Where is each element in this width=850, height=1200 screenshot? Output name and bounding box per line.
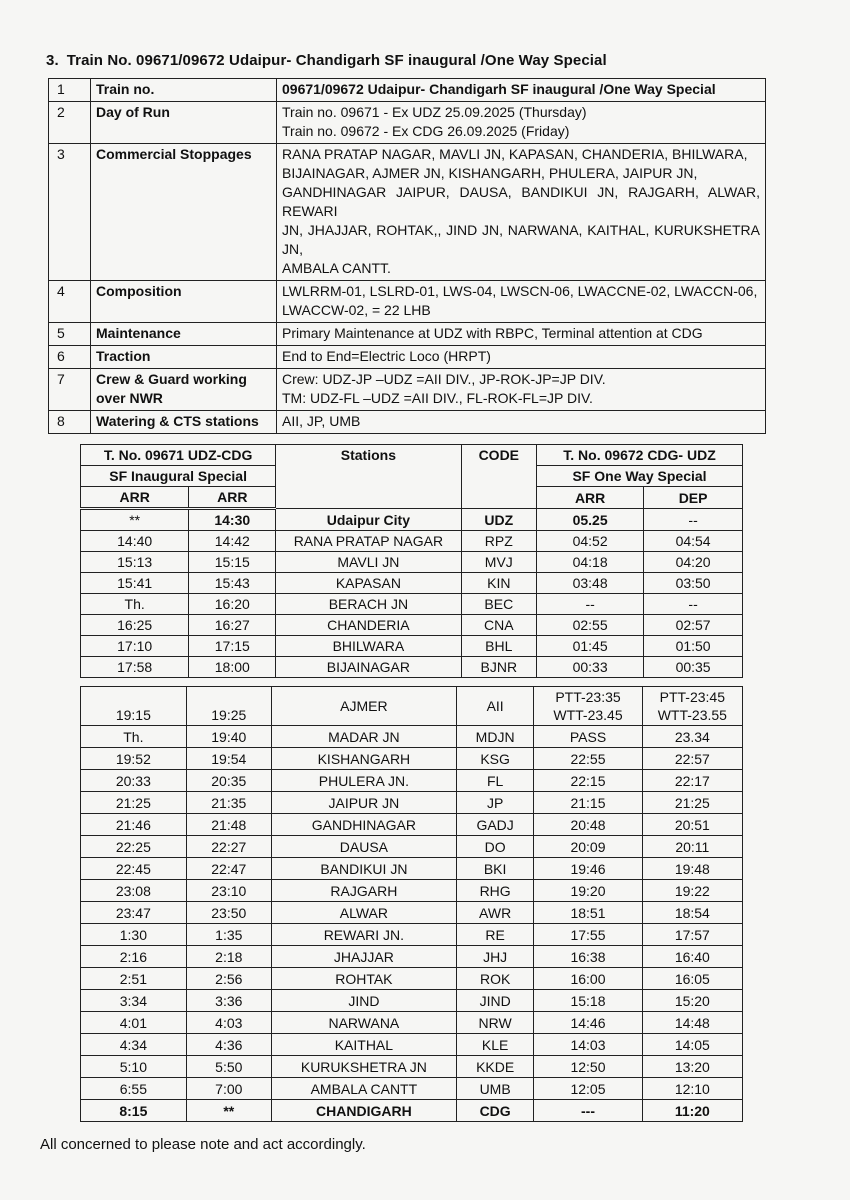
up-arr-cell: 12:50 xyxy=(534,1056,642,1078)
up-arr-cell: 16:00 xyxy=(534,968,642,990)
station-cell: ALWAR xyxy=(271,902,456,924)
down-dep-cell: 22:27 xyxy=(186,836,271,858)
info-row-number: 8 xyxy=(49,411,91,434)
info-row-attribute: Day of Run xyxy=(91,102,277,144)
station-cell: CHANDERIA xyxy=(276,615,461,636)
up-dep-cell: 11:20 xyxy=(642,1100,742,1122)
info-row-attribute: Traction xyxy=(91,346,277,369)
timetable-row xyxy=(81,946,743,968)
code-cell: KSG xyxy=(456,748,533,770)
code-cell: BKI xyxy=(456,858,533,880)
info-row-number: 2 xyxy=(49,102,91,144)
up-dep-cell: 01:50 xyxy=(644,636,743,657)
down-train-subheader: SF Inaugural Special xyxy=(81,466,276,487)
info-value-line: Primary Maintenance at UDZ with RBPC, Terminal attention at CDG xyxy=(282,325,703,341)
up-train-header: T. No. 09672 CDG- UDZ xyxy=(537,445,743,466)
down-dep-cell: ** xyxy=(186,1100,271,1122)
info-row-attribute: Composition xyxy=(91,281,277,323)
timetable-row xyxy=(81,770,743,792)
timetable-row xyxy=(81,636,743,657)
code-cell: RE xyxy=(456,924,533,946)
up-arr-cell: 05.25 xyxy=(537,509,644,531)
info-row xyxy=(49,281,766,323)
down-arr-cell: 19:52 xyxy=(81,748,187,770)
down-arr-cell: 4:34 xyxy=(81,1034,187,1056)
code-cell: MVJ xyxy=(461,552,537,573)
code-cell: CDG xyxy=(456,1100,533,1122)
up-arr-cell: 22:15 xyxy=(534,770,642,792)
code-cell: UDZ xyxy=(461,509,537,531)
info-value-line: AII, JP, UMB xyxy=(282,413,361,429)
up-dep-cell: 00:35 xyxy=(644,657,743,678)
timetable-row xyxy=(81,687,743,726)
info-row-value xyxy=(277,411,766,434)
up-arr-cell: 17:55 xyxy=(534,924,642,946)
code-cell: RHG xyxy=(456,880,533,902)
station-cell: CHANDIGARH xyxy=(271,1100,456,1122)
down-dep-cell: 1:35 xyxy=(186,924,271,946)
down-dep-cell: 22:47 xyxy=(186,858,271,880)
up-dep-cell: 14:48 xyxy=(642,1012,742,1034)
down-arr-cell: 2:16 xyxy=(81,946,187,968)
down-dep-cell: 14:42 xyxy=(189,531,276,552)
down-arr-cell: 21:25 xyxy=(81,792,187,814)
up-arr-cell: 12:05 xyxy=(534,1078,642,1100)
code-cell: GADJ xyxy=(456,814,533,836)
info-row-attribute: Watering & CTS stations xyxy=(91,411,277,434)
up-dep-cell: -- xyxy=(644,509,743,531)
down-dep-cell: 2:18 xyxy=(186,946,271,968)
info-row-number: 7 xyxy=(49,369,91,411)
down-dep-cell: 17:15 xyxy=(189,636,276,657)
down-arr-cell: 23:08 xyxy=(81,880,187,902)
station-cell: PHULERA JN. xyxy=(271,770,456,792)
down-dep-cell: 15:43 xyxy=(189,573,276,594)
timetable-row xyxy=(81,1012,743,1034)
section-number: 3. xyxy=(46,52,59,69)
station-cell: JHAJJAR xyxy=(271,946,456,968)
info-row-number: 3 xyxy=(49,144,91,281)
station-cell: Udaipur City xyxy=(276,509,461,531)
up-arr-cell: 04:52 xyxy=(537,531,644,552)
down-arr-cell: 1:30 xyxy=(81,924,187,946)
station-cell: RANA PRATAP NAGAR xyxy=(276,531,461,552)
station-cell: AMBALA CANTT xyxy=(271,1078,456,1100)
down-dep-cell: 21:35 xyxy=(186,792,271,814)
up-arr-cell: PTT-23:35 WTT-23.45 xyxy=(534,687,642,726)
up-dep-cell: 22:57 xyxy=(642,748,742,770)
down-arr-cell: 3:34 xyxy=(81,990,187,1012)
train-info-table xyxy=(48,78,766,434)
down-train-header: T. No. 09671 UDZ-CDG xyxy=(81,445,276,466)
timetable-row xyxy=(81,573,743,594)
down-dep-cell: 23:10 xyxy=(186,880,271,902)
timetable-row xyxy=(81,726,743,748)
down-dep-cell: 4:36 xyxy=(186,1034,271,1056)
up-arr-cell: 16:38 xyxy=(534,946,642,968)
up-dep-cell: 03:50 xyxy=(644,573,743,594)
up-dep-cell: 19:22 xyxy=(642,880,742,902)
station-cell: BANDIKUI JN xyxy=(271,858,456,880)
info-row-attribute: Maintenance xyxy=(91,323,277,346)
up-arr-cell: 21:15 xyxy=(534,792,642,814)
info-row-attribute: Commercial Stoppages xyxy=(91,144,277,281)
down-dep-cell: 23:50 xyxy=(186,902,271,924)
timetable-row xyxy=(81,657,743,678)
station-cell: BERACH JN xyxy=(276,594,461,615)
info-value-line: Crew: UDZ-JP –UDZ =AII DIV., JP-ROK-JP=JP DIV. xyxy=(282,371,606,387)
up-dep-cell: 21:25 xyxy=(642,792,742,814)
info-row-number: 5 xyxy=(49,323,91,346)
info-row-number: 1 xyxy=(49,79,91,102)
station-cell: REWARI JN. xyxy=(271,924,456,946)
info-row xyxy=(49,102,766,144)
up-arr-cell: 04:18 xyxy=(537,552,644,573)
down-arr-cell: 14:40 xyxy=(81,531,189,552)
info-row-value xyxy=(277,144,766,281)
code-cell: BEC xyxy=(461,594,537,615)
info-row-number: 4 xyxy=(49,281,91,323)
info-value-line: Train no. 09672 - Ex CDG 26.09.2025 (Friday) xyxy=(282,123,570,139)
up-arr-cell: 19:46 xyxy=(534,858,642,880)
up-dep-cell: -- xyxy=(644,594,743,615)
down-arr-cell: 15:41 xyxy=(81,573,189,594)
col-up-arr: ARR xyxy=(537,487,644,509)
down-dep-cell: 14:30 xyxy=(189,509,276,531)
down-arr-cell: 23:47 xyxy=(81,902,187,924)
timetable-row xyxy=(81,792,743,814)
station-cell: ROHTAK xyxy=(271,968,456,990)
up-arr-cell: 22:55 xyxy=(534,748,642,770)
up-dep-cell: 12:10 xyxy=(642,1078,742,1100)
down-dep-cell: 19:25 xyxy=(186,687,271,726)
station-cell: GANDHINAGAR xyxy=(271,814,456,836)
up-arr-cell: 15:18 xyxy=(534,990,642,1012)
code-cell: BHL xyxy=(461,636,537,657)
station-cell: DAUSA xyxy=(271,836,456,858)
timetable-row xyxy=(81,594,743,615)
timetable-row xyxy=(81,924,743,946)
down-dep-cell: 19:54 xyxy=(186,748,271,770)
info-row-value xyxy=(277,323,766,346)
station-cell: JAIPUR JN xyxy=(271,792,456,814)
code-cell: KKDE xyxy=(456,1056,533,1078)
station-cell: JIND xyxy=(271,990,456,1012)
up-arr-cell: 18:51 xyxy=(534,902,642,924)
info-value-line: BIJAINAGAR, AJMER JN, KISHANGARH, PHULERA, JAIPUR JN, xyxy=(282,165,698,181)
up-dep-cell: 23.34 xyxy=(642,726,742,748)
down-arr-cell: 4:01 xyxy=(81,1012,187,1034)
station-cell: BHILWARA xyxy=(276,636,461,657)
up-arr-cell: 03:48 xyxy=(537,573,644,594)
info-row xyxy=(49,79,766,102)
timetable-row xyxy=(81,1100,743,1122)
station-cell: KAITHAL xyxy=(271,1034,456,1056)
down-dep-cell: 15:15 xyxy=(189,552,276,573)
timetable-row xyxy=(81,902,743,924)
code-cell: FL xyxy=(456,770,533,792)
down-arr-cell: Th. xyxy=(81,594,189,615)
code-cell: BJNR xyxy=(461,657,537,678)
up-arr-cell: 20:09 xyxy=(534,836,642,858)
info-row xyxy=(49,369,766,411)
station-cell: BIJAINAGAR xyxy=(276,657,461,678)
up-dep-cell: PTT-23:45 WTT-23.55 xyxy=(642,687,742,726)
up-dep-cell: 20:11 xyxy=(642,836,742,858)
code-cell: AII xyxy=(456,687,533,726)
code-header: CODE xyxy=(461,445,537,509)
down-arr-cell: 16:25 xyxy=(81,615,189,636)
info-value-line: Train no. 09671 - Ex UDZ 25.09.2025 (Thursday) xyxy=(282,104,587,120)
down-dep-cell: 21:48 xyxy=(186,814,271,836)
info-value-line: GANDHINAGAR JAIPUR, DAUSA, BANDIKUI JN, RAJGARH, ALWAR, REWARI xyxy=(282,184,760,219)
station-cell: RAJGARH xyxy=(271,880,456,902)
down-arr-cell: 5:10 xyxy=(81,1056,187,1078)
info-row-number: 6 xyxy=(49,346,91,369)
section-heading xyxy=(46,52,607,69)
timetable-row xyxy=(81,531,743,552)
timetable-row xyxy=(81,748,743,770)
col-down-arr: ARR xyxy=(81,487,189,509)
code-cell: CNA xyxy=(461,615,537,636)
info-value-line: TM: UDZ-FL –UDZ =AII DIV., FL-ROK-FL=JP DIV. xyxy=(282,390,593,406)
timetable-row xyxy=(81,968,743,990)
up-dep-cell: 22:17 xyxy=(642,770,742,792)
down-dep-cell: 2:56 xyxy=(186,968,271,990)
info-row-attribute: Train no. xyxy=(91,79,277,102)
up-arr-cell: 01:45 xyxy=(537,636,644,657)
station-cell: NARWANA xyxy=(271,1012,456,1034)
up-arr-cell: 19:20 xyxy=(534,880,642,902)
info-value-line: 09671/09672 Udaipur- Chandigarh SF inaugural /One Way Special xyxy=(282,81,716,97)
up-arr-cell: PASS xyxy=(534,726,642,748)
up-arr-cell: 14:46 xyxy=(534,1012,642,1034)
down-dep-cell: 16:20 xyxy=(189,594,276,615)
timetable-row xyxy=(81,990,743,1012)
timetable-upper xyxy=(80,444,743,678)
station-cell: MAVLI JN xyxy=(276,552,461,573)
station-cell: AJMER xyxy=(271,687,456,726)
col-down-dep: ARR xyxy=(189,487,276,509)
timetable-row xyxy=(81,836,743,858)
down-arr-cell: 8:15 xyxy=(81,1100,187,1122)
station-cell: KAPASAN xyxy=(276,573,461,594)
timetable-header-row xyxy=(81,445,743,466)
code-cell: KIN xyxy=(461,573,537,594)
down-arr-cell: ** xyxy=(81,509,189,531)
timetable-row xyxy=(81,552,743,573)
info-value-line: RANA PRATAP NAGAR, MAVLI JN, KAPASAN, CHANDERIA, BHILWARA, xyxy=(282,146,748,162)
up-dep-cell: 04:20 xyxy=(644,552,743,573)
info-row-value xyxy=(277,369,766,411)
up-arr-cell: 14:03 xyxy=(534,1034,642,1056)
timetable-row xyxy=(81,1034,743,1056)
info-row xyxy=(49,411,766,434)
up-arr-cell: 20:48 xyxy=(534,814,642,836)
down-arr-cell: Th. xyxy=(81,726,187,748)
down-dep-cell: 19:40 xyxy=(186,726,271,748)
code-cell: ROK xyxy=(456,968,533,990)
up-arr-cell: 00:33 xyxy=(537,657,644,678)
up-dep-cell: 16:05 xyxy=(642,968,742,990)
down-dep-cell: 18:00 xyxy=(189,657,276,678)
code-cell: NRW xyxy=(456,1012,533,1034)
up-dep-cell: 13:20 xyxy=(642,1056,742,1078)
timetable-row xyxy=(81,880,743,902)
up-dep-cell: 20:51 xyxy=(642,814,742,836)
up-dep-cell: 14:05 xyxy=(642,1034,742,1056)
code-cell: MDJN xyxy=(456,726,533,748)
info-row xyxy=(49,346,766,369)
up-dep-cell: 16:40 xyxy=(642,946,742,968)
code-cell: JP xyxy=(456,792,533,814)
up-train-subheader: SF One Way Special xyxy=(537,466,743,487)
down-arr-cell: 22:45 xyxy=(81,858,187,880)
down-dep-cell: 5:50 xyxy=(186,1056,271,1078)
info-row-value xyxy=(277,79,766,102)
timetable-lower xyxy=(80,686,743,1122)
up-dep-cell: 02:57 xyxy=(644,615,743,636)
code-cell: JHJ xyxy=(456,946,533,968)
down-arr-cell: 21:46 xyxy=(81,814,187,836)
info-row xyxy=(49,323,766,346)
station-cell: KISHANGARH xyxy=(271,748,456,770)
down-arr-cell: 2:51 xyxy=(81,968,187,990)
col-up-dep: DEP xyxy=(644,487,743,509)
code-cell: JIND xyxy=(456,990,533,1012)
timetable-row xyxy=(81,858,743,880)
down-arr-cell: 20:33 xyxy=(81,770,187,792)
timetable-row xyxy=(81,814,743,836)
section-title: Train No. 09671/09672 Udaipur- Chandigarh SF inaugural /One Way Special xyxy=(66,52,607,69)
station-cell: MADAR JN xyxy=(271,726,456,748)
down-arr-cell: 6:55 xyxy=(81,1078,187,1100)
station-cell: KURUKSHETRA JN xyxy=(271,1056,456,1078)
timetable-row xyxy=(81,615,743,636)
code-cell: DO xyxy=(456,836,533,858)
timetable-row xyxy=(81,1056,743,1078)
down-dep-cell: 20:35 xyxy=(186,770,271,792)
down-arr-cell: 17:58 xyxy=(81,657,189,678)
down-arr-cell: 15:13 xyxy=(81,552,189,573)
code-cell: AWR xyxy=(456,902,533,924)
up-arr-cell: 02:55 xyxy=(537,615,644,636)
info-value-line: LWLRRM-01, LSLRD-01, LWS-04, LWSCN-06, LWACCNE-02, LWACCN-06, xyxy=(282,283,758,299)
up-arr-cell: -- xyxy=(537,594,644,615)
code-cell: KLE xyxy=(456,1034,533,1056)
footer-note: All concerned to please note and act accordingly. xyxy=(40,1136,366,1153)
info-row-value xyxy=(277,102,766,144)
timetable-row xyxy=(81,1078,743,1100)
info-row-value xyxy=(277,346,766,369)
down-arr-cell: 22:25 xyxy=(81,836,187,858)
up-dep-cell: 19:48 xyxy=(642,858,742,880)
up-arr-cell: --- xyxy=(534,1100,642,1122)
down-dep-cell: 16:27 xyxy=(189,615,276,636)
up-dep-cell: 18:54 xyxy=(642,902,742,924)
code-cell: UMB xyxy=(456,1078,533,1100)
info-row-value xyxy=(277,281,766,323)
down-arr-cell: 17:10 xyxy=(81,636,189,657)
info-value-line: JN, JHAJJAR, ROHTAK,, JIND JN, NARWANA, KAITHAL, KURUKSHETRA JN, xyxy=(282,222,760,257)
info-row-attribute: Crew & Guard working over NWR xyxy=(91,369,277,411)
stations-header: Stations xyxy=(276,445,461,509)
up-dep-cell: 17:57 xyxy=(642,924,742,946)
timetable-row xyxy=(81,509,743,531)
down-dep-cell: 3:36 xyxy=(186,990,271,1012)
code-cell: RPZ xyxy=(461,531,537,552)
info-value-line: End to End=Electric Loco (HRPT) xyxy=(282,348,491,364)
down-dep-cell: 7:00 xyxy=(186,1078,271,1100)
down-arr-cell: 19:15 xyxy=(81,687,187,726)
info-value-line: AMBALA CANTT. xyxy=(282,260,391,276)
up-dep-cell: 04:54 xyxy=(644,531,743,552)
down-dep-cell: 4:03 xyxy=(186,1012,271,1034)
info-row xyxy=(49,144,766,281)
up-dep-cell: 15:20 xyxy=(642,990,742,1012)
info-value-line: LWACCW-02, = 22 LHB xyxy=(282,302,431,318)
